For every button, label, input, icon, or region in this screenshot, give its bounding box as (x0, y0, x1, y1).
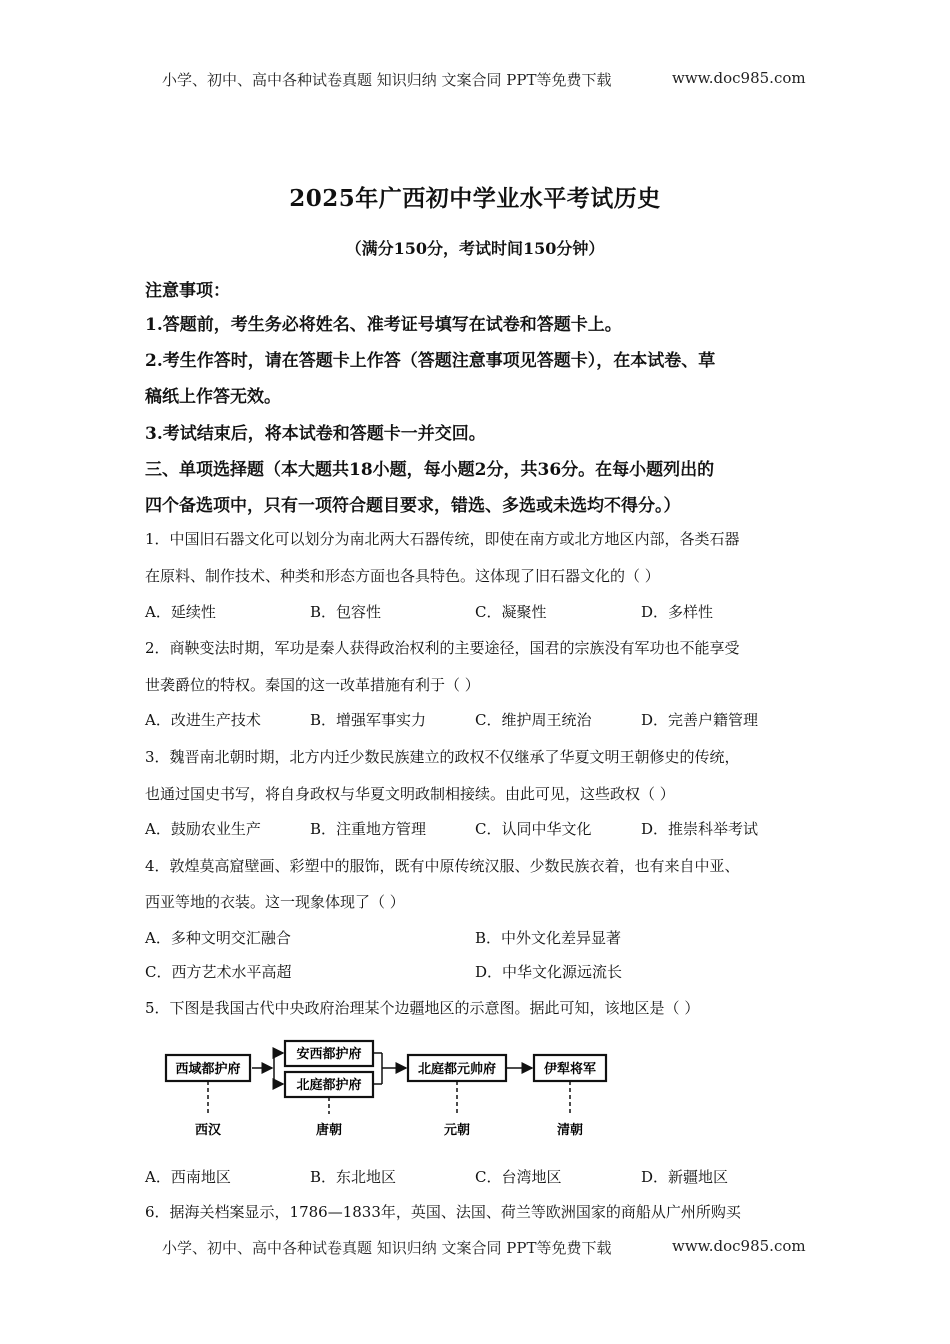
question-1-line2: 在原料、制作技术、种类和形态方面也各具特色。这体现了旧石器文化的（ ） (145, 567, 660, 585)
question-5-option-b[interactable]: B．东北地区 (310, 1168, 397, 1186)
question-5-line1: 5．下图是我国古代中央政府治理某个边疆地区的示意图。据此可知，该地区是（ ） (145, 999, 700, 1017)
dynasty-label-yuanchao: 元朝 (443, 1123, 471, 1138)
footer-banner-text: 小学、初中、高中各种试卷真题 知识归纳 文案合同 PPT等免费下载 (162, 1239, 612, 1257)
notice-item-3: 3.考试结束后，将本试卷和答题卡一并交回。 (145, 424, 486, 444)
footer-site-link[interactable]: www.doc985.com (672, 1237, 806, 1255)
notice-heading: 注意事项： (145, 281, 230, 301)
question-4-line2: 西亚等地的衣装。这一现象体现了（ ） (145, 893, 405, 911)
question-5-option-d[interactable]: D．新疆地区 (641, 1168, 729, 1186)
dynasty-label-xihan: 西汉 (194, 1123, 222, 1138)
section-heading-line1: 三、单项选择题（本大题共18小题，每小题2分，共36分。在每小题列出的 (145, 460, 715, 480)
question-2-option-a[interactable]: A．改进生产技术 (145, 711, 261, 729)
question-1-line1: 1．中国旧石器文化可以划分为南北两大石器传统，即使在南方或北方地区内部，各类石器 (145, 530, 740, 548)
question-3-option-a[interactable]: A．鼓励农业生产 (145, 820, 261, 838)
notice-item-1: 1.答题前，考生务必将姓名、准考证号填写在试卷和答题卡上。 (145, 315, 622, 335)
question-3-option-b[interactable]: B．注重地方管理 (310, 820, 427, 838)
question-5-option-a[interactable]: A．西南地区 (145, 1168, 231, 1186)
page-subtitle: （满分150分，考试时间150分钟） (345, 239, 605, 258)
box-beiting-douyuanshuaifu-label: 北庭都元帅府 (417, 1062, 497, 1077)
question-2-option-c[interactable]: C．维护周王统治 (475, 711, 592, 729)
dynasty-label-tangchao: 唐朝 (315, 1123, 343, 1138)
question-3-option-c[interactable]: C．认同中华文化 (475, 820, 592, 838)
section-heading-line2: 四个备选项中，只有一项符合题目要求，错选、多选或未选均不得分。） (145, 496, 681, 516)
dynasty-label-qingchao: 清朝 (556, 1123, 584, 1138)
question-3-option-d[interactable]: D．推崇科举考试 (641, 820, 759, 838)
header-site-link[interactable]: www.doc985.com (672, 69, 806, 87)
question-2-option-d[interactable]: D．完善户籍管理 (641, 711, 759, 729)
page-title: 2025年广西初中学业水平考试历史 (289, 185, 661, 212)
question-1-option-d[interactable]: D．多样性 (641, 603, 714, 621)
question-4-line1: 4．敦煌莫高窟壁画、彩塑中的服饰，既有中原传统汉服、少数民族衣着，也有来自中亚、 (145, 857, 740, 875)
question-1-option-b[interactable]: B．包容性 (310, 603, 382, 621)
question-3-line2: 也通过国史书写，将自身政权与华夏文明政制相接续。由此可见，这些政权（ ） (145, 785, 675, 803)
question-4-option-b[interactable]: B．中外文化差异显著 (475, 929, 622, 947)
header-banner-text: 小学、初中、高中各种试卷真题 知识归纳 文案合同 PPT等免费下载 (162, 71, 612, 89)
box-anxi-duhufu-label: 安西都护府 (296, 1047, 362, 1062)
box-beiting-duhufu-label: 北庭都护府 (296, 1078, 362, 1093)
question-3-line1: 3．魏晋南北朝时期，北方内迁少数民族建立的政权不仅继承了华夏文明王朝修史的传统， (145, 748, 740, 766)
question-4-option-d[interactable]: D．中华文化源远流长 (475, 963, 623, 981)
question-2-line2: 世袭爵位的特权。秦国的这一改革措施有利于（ ） (145, 676, 480, 694)
box-yili-jiangjun-label: 伊犁将军 (543, 1062, 597, 1077)
notice-item-2-line1: 2.考生作答时，请在答题卡上作答（答题注意事项见答题卡），在本试卷、草 (145, 351, 716, 371)
question-1-option-c[interactable]: C．凝聚性 (475, 603, 547, 621)
governance-diagram (160, 1036, 620, 1146)
question-6-line1: 6．据海关档案显示，1786—1833年，英国、法国、荷兰等欧洲国家的商船从广州所购买 (145, 1203, 741, 1221)
question-2-line1: 2．商鞅变法时期，军功是秦人获得政治权利的主要途径，国君的宗族没有军功也不能享受 (145, 639, 740, 657)
question-4-option-c[interactable]: C．西方艺术水平高超 (145, 963, 292, 981)
question-1-option-a[interactable]: A．延续性 (145, 603, 216, 621)
box-xiyu-duhufu-label: 西域都护府 (175, 1062, 241, 1077)
question-5-option-c[interactable]: C．台湾地区 (475, 1168, 562, 1186)
notice-item-2-line2: 稿纸上作答无效。 (145, 387, 281, 407)
question-2-option-b[interactable]: B．增强军事实力 (310, 711, 427, 729)
question-4-option-a[interactable]: A．多种文明交汇融合 (145, 929, 291, 947)
